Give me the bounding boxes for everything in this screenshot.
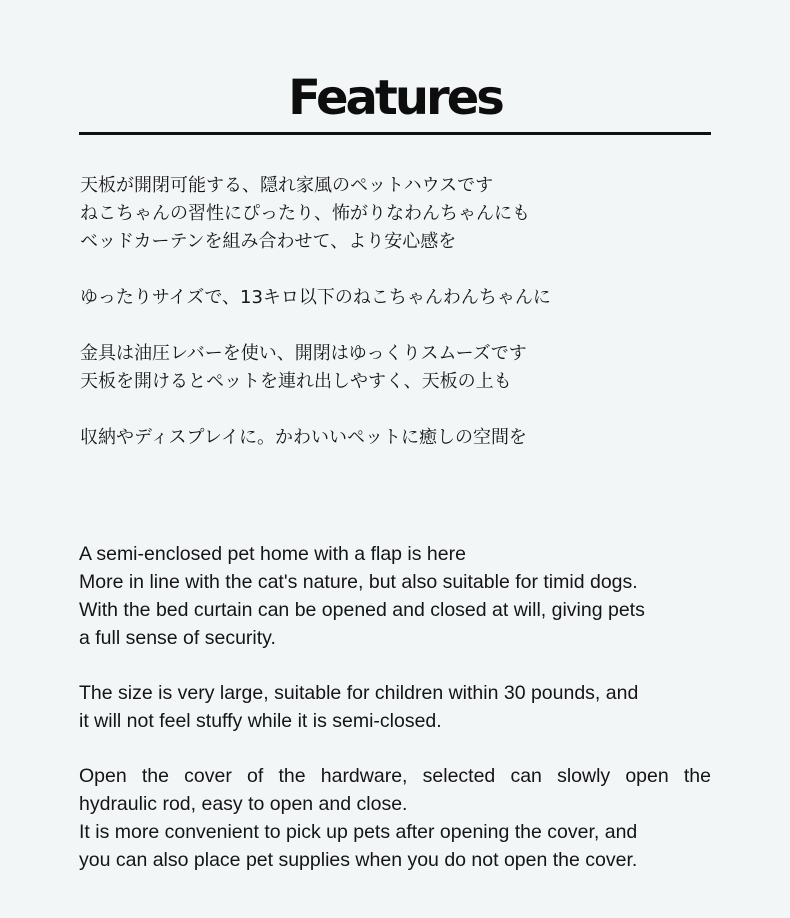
text-line: It is more convenient to pick up pets after opening the cover, and (79, 821, 638, 843)
text-line: ゆったりサイズで、13キロ以下のねこちゃんわんちゃんに (80, 287, 551, 308)
text-line: ねこちゃんの習性にぴったり、怖がりなわんちゃんにも (80, 203, 530, 224)
text-line: The size is very large, suitable for children within 30 pounds, and (79, 682, 639, 704)
text-line: hydraulic rod, easy to open and close. (79, 793, 408, 815)
japanese-paragraph (80, 424, 720, 452)
text-line: With the bed curtain can be opened and closed at will, giving pets (79, 599, 645, 621)
text-line: a full sense of security. (79, 627, 276, 649)
text-line: it will not feel stuffy while it is semi-closed. (79, 710, 442, 732)
text-line: 金具は油圧レバーを使い、開閉はゆっくりスムーズです (80, 343, 527, 364)
page-title: Features (288, 70, 502, 127)
japanese-paragraph (80, 172, 720, 256)
japanese-paragraph (80, 284, 720, 312)
english-description (79, 540, 711, 901)
english-paragraph (79, 540, 711, 652)
japanese-description (80, 172, 720, 480)
text-line: A semi-enclosed pet home with a flap is here (79, 543, 466, 565)
title-divider (79, 132, 711, 135)
text-line: Open the cover of the hardware, selected can slowly open the (79, 765, 711, 787)
text-line: More in line with the cat's nature, but also suitable for timid dogs. (79, 571, 638, 593)
text-line: you can also place pet supplies when you do not open the cover. (79, 849, 638, 871)
english-paragraph (79, 762, 711, 874)
english-paragraph (79, 679, 711, 735)
japanese-paragraph (80, 340, 720, 396)
text-line: 収納やディスプレイに。かわいいペットに癒しの空間を (80, 427, 527, 448)
text-line: 天板が開閉可能する、隠れ家風のペットハウスです (80, 175, 494, 196)
text-line: 天板を開けるとペットを連れ出しやすく、天板の上も (80, 371, 512, 392)
text-line: ベッドカーテンを組み合わせて、より安心感を (80, 231, 457, 252)
